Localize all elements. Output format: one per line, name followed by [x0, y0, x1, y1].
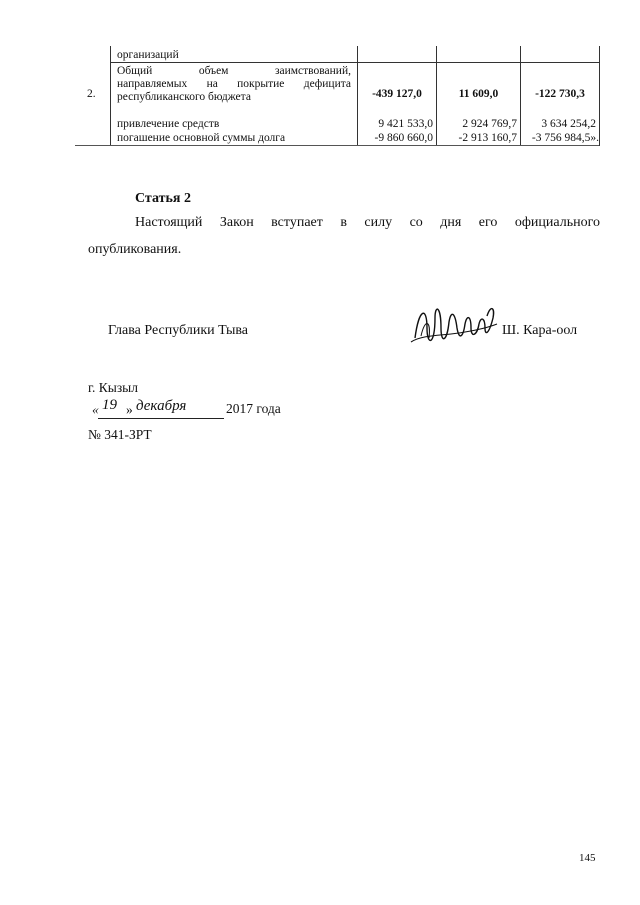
table-row-label: направляемых на покрытие дефицита	[117, 78, 351, 90]
date-line	[88, 397, 328, 422]
table-value: -3 756 984,5».	[531, 132, 599, 144]
table-cell-prev-tail: организаций	[117, 49, 179, 61]
table-value: 3 634 254,2	[541, 118, 596, 130]
table-sub-label: погашение основной суммы долга	[117, 132, 286, 144]
table-row-number: 2.	[87, 88, 96, 100]
article-text-continued: опубликования.	[88, 242, 182, 257]
borrowing-table	[75, 46, 600, 146]
table-value-bold: -122 730,3	[535, 88, 585, 100]
table-value-bold: 11 609,0	[458, 88, 499, 100]
table-sub-label: привлечение средств	[117, 118, 220, 130]
table-value-bold: -439 127,0	[372, 88, 422, 100]
signer-role: Глава Республики Тыва	[108, 323, 249, 338]
date-year: 2017 года	[226, 401, 281, 416]
table-border	[599, 46, 600, 146]
table-value: -9 860 660,0	[374, 132, 433, 144]
table-row-label: Общий объем заимствований,	[117, 65, 351, 77]
date-underline	[98, 418, 224, 419]
city-label: г. Кызыл	[88, 380, 138, 395]
table-row-label: республиканского бюджета	[117, 91, 251, 103]
article-text: Настоящий Закон вступает в силу со дня его официального	[135, 215, 600, 230]
page-number: 145	[579, 852, 596, 864]
law-number: № 341-ЗРТ	[88, 427, 152, 442]
article-heading: Статья 2	[135, 191, 191, 206]
table-value: -2 913 160,7	[458, 132, 517, 144]
table-border	[110, 46, 111, 146]
date-month: декабря	[136, 398, 187, 414]
signature-image	[405, 298, 500, 353]
date-quote: »	[126, 402, 133, 417]
date-quote: «	[92, 402, 99, 417]
table-border	[75, 145, 599, 146]
table-value: 9 421 533,0	[378, 118, 433, 130]
table-border	[110, 62, 599, 63]
signer-name: Ш. Кара-оол	[502, 323, 578, 338]
date-day: 19	[102, 397, 117, 413]
table-value: 2 924 769,7	[462, 118, 517, 130]
